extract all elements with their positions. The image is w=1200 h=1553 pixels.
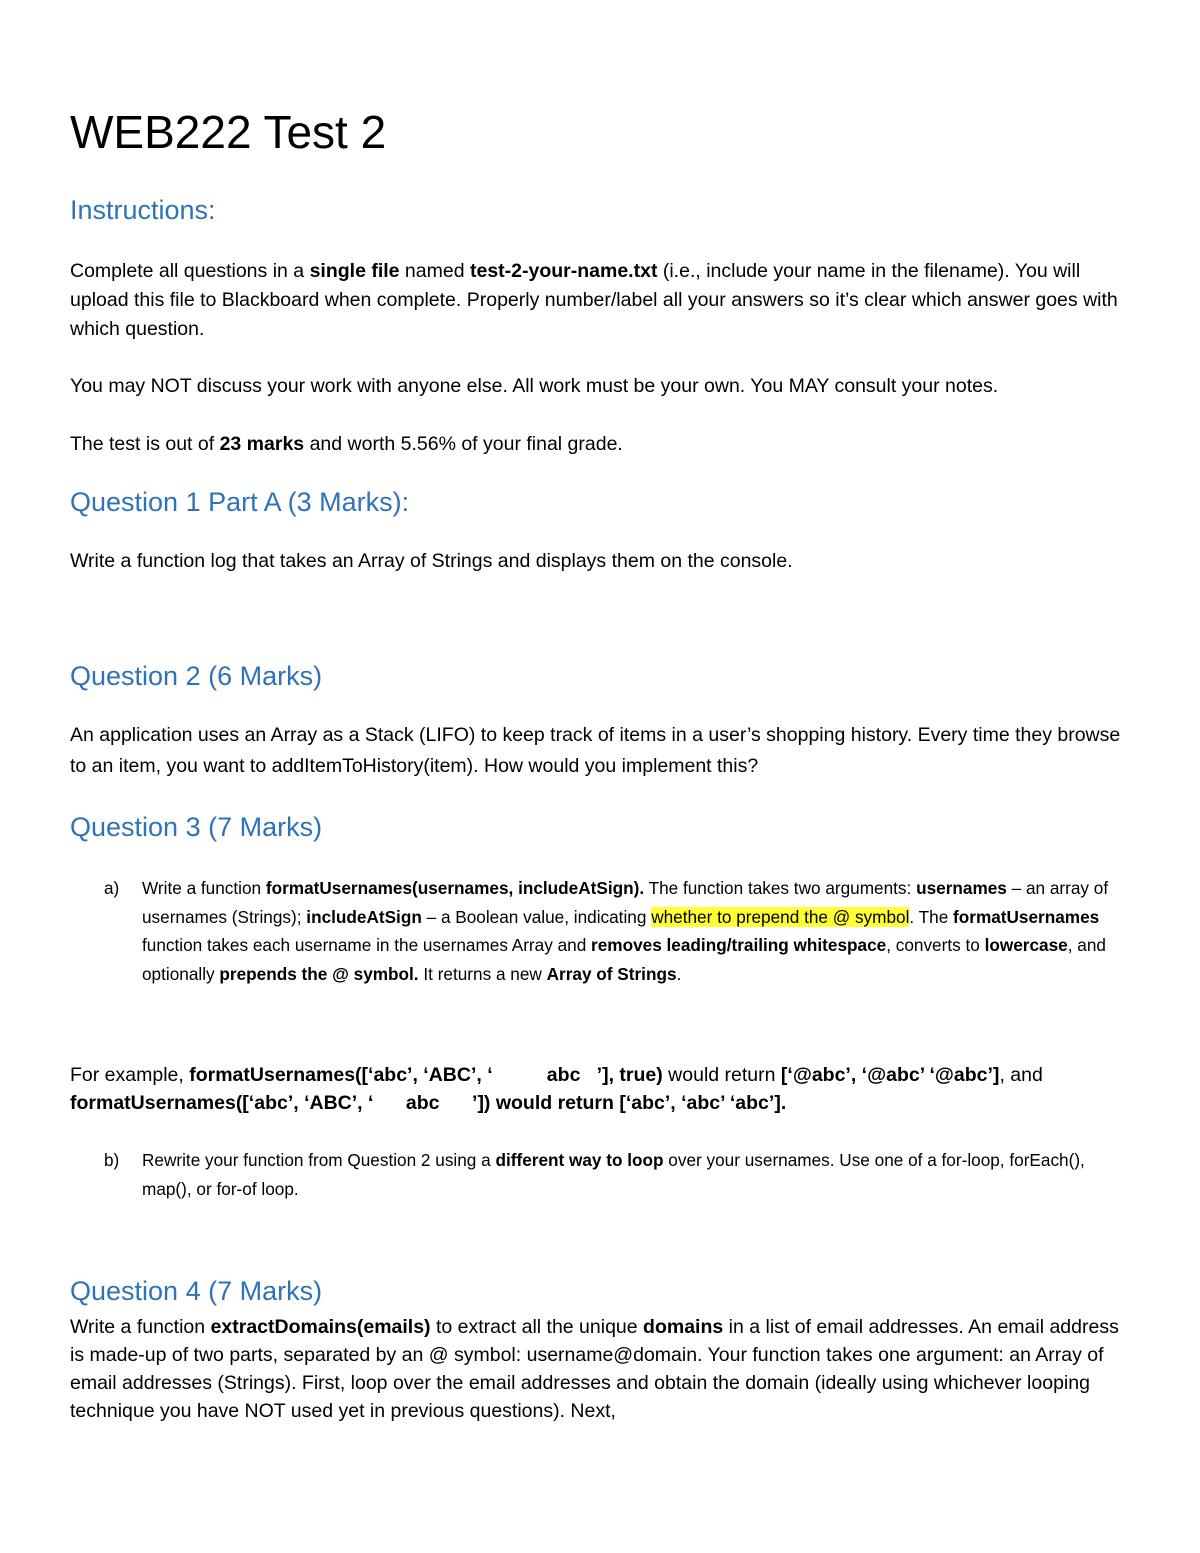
text-run: would return xyxy=(662,1064,781,1086)
text-run: For example, xyxy=(70,1064,190,1086)
text-run: over your usernames. Use one of a for-loop, forEach(), map(), or for-of loop. xyxy=(142,1150,1085,1199)
filename-text: test-2-your-name.txt xyxy=(469,260,658,282)
function-signature: extractDomains(emails) xyxy=(210,1316,431,1338)
text-run: to extract all the unique xyxy=(430,1316,644,1338)
code-example: formatUsernames([‘abc’, ‘ABC’, ‘ abc ’], true) xyxy=(189,1064,663,1086)
text-run: Write a function xyxy=(70,1316,211,1338)
question-4-heading: Question 4 (7 Marks) xyxy=(70,1276,323,1306)
question-1-heading: Question 1 Part A (3 Marks): xyxy=(70,487,410,517)
text-run: (i.e., include your name in the filename). You will upload this file to Blackboard when complete. Properly number/label all your answers so it’s clear which answer goes with which question. xyxy=(70,260,1118,340)
text-run: function takes each username in the usernames Array and xyxy=(142,935,592,955)
bold-text: different way to loop xyxy=(495,1150,664,1170)
instructions-paragraph-1 xyxy=(70,257,1130,344)
question-3b-text xyxy=(142,1146,1134,1203)
text-run: . The xyxy=(909,906,954,927)
instructions-paragraph-2: You may NOT discuss your work with anyone else. All work must be your own. You MAY consult your notes. xyxy=(70,375,999,397)
bold-text: lowercase xyxy=(984,935,1068,955)
text-run: , and optionally xyxy=(142,935,1106,984)
bold-text: domains xyxy=(643,1316,724,1338)
code-example: formatUsernames([‘abc’, ‘ABC’, ‘ abc ’]) would return [‘abc’, ‘abc’ ‘abc’]. xyxy=(70,1092,787,1114)
text-run: It returns a new xyxy=(418,963,547,984)
list-marker: a) xyxy=(104,878,120,898)
text-run: , and xyxy=(999,1064,1043,1086)
text-run: Complete all questions in a xyxy=(70,260,310,282)
question-3a-item xyxy=(104,874,1134,988)
list-marker: b) xyxy=(104,1150,120,1170)
question-4-text xyxy=(70,1313,1130,1425)
text-run: . xyxy=(676,963,682,984)
highlighted-text: whether to prepend the @ symbol xyxy=(651,906,910,927)
text-run: in a list of email addresses. An email address is made-up of two parts, separated by an @ symbol: username@domain. Your function takes one argument: an Array of email addresses (Strings). First, loop over the email addresses and obtain the domain (ideally using whichever looping technique you have NOT used yet in previous questions). Next, xyxy=(70,1316,1119,1422)
function-signature: formatUsernames(usernames, includeAtSign). xyxy=(265,878,645,898)
instructions-paragraph-3 xyxy=(70,430,1130,459)
question-1-text: Write a function log that takes an Array of Strings and displays them on the console. xyxy=(70,550,793,572)
text-run: – an array of usernames (Strings); xyxy=(142,878,1109,927)
bold-text: removes leading/trailing whitespace xyxy=(591,935,887,955)
instructions-heading: Instructions: xyxy=(70,195,216,225)
bold-text: 23 marks xyxy=(219,433,305,455)
bold-text: formatUsernames xyxy=(953,906,1100,927)
bold-text: single file xyxy=(309,260,400,282)
text-run: Write a function xyxy=(142,878,266,898)
text-run: , converts to xyxy=(886,935,985,955)
bold-text: Array of Strings xyxy=(546,963,677,984)
question-2-heading: Question 2 (6 Marks) xyxy=(70,661,323,691)
text-run: The function takes two arguments: xyxy=(644,878,917,898)
text-run: The test is out of xyxy=(70,433,220,455)
page-title: WEB222 Test 2 xyxy=(70,106,387,158)
question-2-text: An application uses an Array as a Stack (LIFO) to keep track of items in a user’s shopping history. Every time they browse to an item, you want to addItemToHistory(item). How would you implement this? xyxy=(70,724,1121,777)
question-3-heading: Question 3 (7 Marks) xyxy=(70,812,323,842)
question-3a-text xyxy=(142,874,1134,988)
question-3-example xyxy=(70,1061,1130,1117)
bold-text: prepends the @ symbol. xyxy=(219,963,419,984)
bold-text: usernames xyxy=(916,878,1007,898)
text-run: Rewrite your function from Question 2 using a xyxy=(142,1150,496,1170)
text-run: named xyxy=(399,260,470,282)
code-example: [‘@abc’, ‘@abc’ ‘@abc’] xyxy=(780,1064,1000,1086)
text-run: – a Boolean value, indicating xyxy=(421,906,652,927)
bold-text: includeAtSign xyxy=(306,906,422,927)
question-3b-item xyxy=(104,1146,1134,1203)
text-run: and worth 5.56% of your final grade. xyxy=(304,433,623,455)
